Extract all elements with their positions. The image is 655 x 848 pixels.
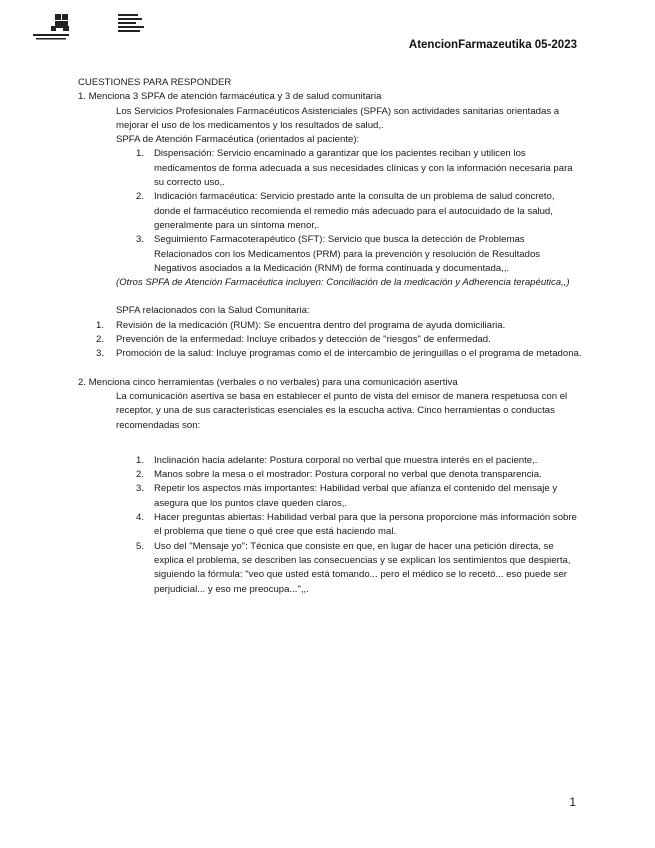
list-item: 2. Indicación farmacéutica: Servicio prestado ante la consulta de un problema de salud concreto, donde el farmacéutico recomienda el remedio más adecuado para el autocuidado de la salud, generalmente para un síntoma menor,.: [136, 191, 555, 231]
list-item: 5. Uso del "Mensaje yo": Técnica que consiste en que, en lugar de hacer una petición directa, se explica el problema, se describen las consecuencias y se explican los sentimientos que despierta, siguiendo la fórmula: "veo que usted está tomando... pero el médico se lo recetó... eso puede ser perjudicial... y eso me preocupa...",,.: [136, 540, 571, 595]
question-2-intro: La comunicación asertiva se basa en establecer el punto de vista del emisor de manera respetuosa con el receptor, y una de sus características esenciales es la escucha activa. Cinco herramientas o conductas recomendadas son:: [116, 390, 568, 431]
question-1-note: (Otros SPFA de Atención Farmacéutica incluyen: Conciliación de la medicación y Adherencia terapéutica,,): [116, 277, 570, 289]
university-logo: [33, 12, 148, 42]
list-item: 3. Promoción de la salud: Incluye programas como el de intercambio de jeringuillas o el programa de metadona.: [96, 348, 582, 360]
document-header-title: AtencionFarmazeutika 05-2023: [408, 39, 577, 51]
list-item: 2. Manos sobre la mesa o el mostrador: Postura corporal no verbal que denota transparencia.: [136, 469, 542, 481]
document-body: [78, 76, 583, 597]
list-item: 1. Dispensación: Servicio encaminado a garantizar que los pacientes reciban y utilicen los medicamentos de forma adecuada a sus necesidades clínicas y con la información necesaria para su correcto uso,.: [136, 148, 573, 189]
list-item: 3. Seguimiento Farmacoterapéutico (SFT): Servicio que busca la detección de Problemas Relacionados con los Medicamentos (PRM) para la prevención y resolución de Resultados Negativos asociados a la Medicación (RNM) de forma continuada y documentada,,.: [136, 234, 541, 274]
question-1-title: 1. Menciona 3 SPFA de atención farmacéutica y 3 de salud comunitaria: [78, 91, 382, 103]
pharmaceutical-care-list: [78, 147, 583, 276]
list-item: 1. Inclinación hacia adelante: Postura corporal no verbal que muestra interés en el paciente,.: [136, 454, 538, 466]
question-1-intro: Los Servicios Profesionales Farmacéuticos Asistenciales (SPFA) son actividades sanitarias orientadas a mejorar el uso de los medicamentos y los resultados de salud,.: [116, 105, 560, 131]
list-item: 3. Repetir los aspectos más importantes: Habilidad verbal que afianza el contenido del mensaje y asegura que los puntos clave queden claros,.: [136, 483, 558, 509]
assertive-communication-list: [78, 454, 583, 597]
list-item: 2. Prevención de la enfermedad: Incluye cribados y detección de "riesgos" de enfermedad.: [96, 334, 491, 346]
page-number: 1: [569, 795, 576, 809]
community-health-list: [78, 319, 583, 362]
list-item: 1. Revisión de la medicación (RUM): Se encuentra dentro del programa de ayuda domiciliaria.: [96, 319, 506, 331]
question-2-title: 2. Menciona cinco herramientas (verbales o no verbales) para una comunicación asertiva: [78, 376, 458, 388]
community-heading: SPFA relacionados con la Salud Comunitaria:: [116, 305, 310, 317]
list-item: 4. Hacer preguntas abiertas: Habilidad verbal para que la persona proporcione más información sobre el problema que tiene o qué cree que está haciendo mal.: [136, 512, 577, 538]
question-1-subheading: SPFA de Atención Farmacéutica (orientados al paciente):: [116, 134, 360, 146]
section-title: CUESTIONES PARA RESPONDER: [78, 77, 232, 88]
